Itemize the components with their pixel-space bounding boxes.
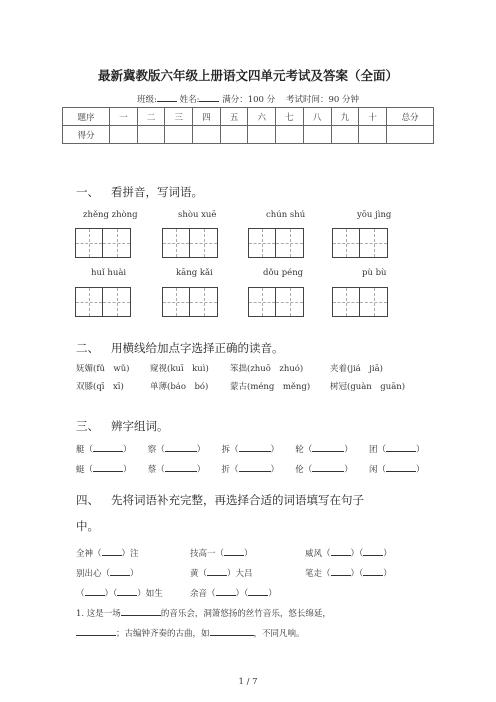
name-blank (199, 92, 219, 102)
score-header-cell: 题序 (63, 108, 110, 126)
answer-blank[interactable] (165, 442, 197, 452)
section-4-heading-cont: 中。 (76, 519, 99, 533)
score-header-cell: 总分 (387, 108, 434, 126)
score-header-cell: 五 (220, 108, 248, 126)
answer-blank[interactable] (239, 442, 271, 452)
score-cell[interactable] (359, 126, 387, 144)
score-header-cell: 九 (331, 108, 359, 126)
answer-blank[interactable] (312, 442, 344, 452)
char-group-row: 艇（ ） 察（ ） 拆（ ） 轮（ ） 团（ ） (76, 442, 425, 455)
class-blank (157, 92, 177, 102)
score-header-cell: 七 (276, 108, 304, 126)
idiom-item: 技高一（ ） (190, 546, 253, 559)
sentence-1-cont: ；古编钟齐奏的古曲，如 ，不同凡响。 (76, 626, 305, 639)
section-title: 辨字组词。 (111, 419, 169, 433)
answer-blank[interactable] (85, 586, 105, 596)
score-row-label: 得分 (63, 126, 110, 144)
section-4-heading (76, 492, 364, 508)
full-score: 满分：100 分 (222, 95, 276, 105)
char: 艇 (76, 445, 85, 455)
writing-grid[interactable] (248, 287, 304, 317)
score-cell[interactable] (110, 126, 138, 144)
writing-grid[interactable] (162, 287, 218, 317)
char-group-row: 蜓（ ） 蔡（ ） 折（ ） 伦（ ） 闲（ ） (76, 462, 425, 475)
reading-item: 双膝(qī xī) (76, 382, 124, 392)
idiom-item: 余音（ ）（ ） (190, 586, 277, 599)
answer-blank[interactable] (121, 606, 161, 616)
answer-blank[interactable] (210, 626, 254, 636)
pinyin-label: pù bù (362, 268, 387, 278)
section-2-heading (76, 340, 284, 356)
idiom-item: 别出心（ ） (76, 566, 139, 579)
section-number: 三、 (76, 419, 99, 433)
page-title: 最新冀教版六年级上册语文四单元考试及答案（全面） (97, 68, 398, 83)
idiom-item: 黄（ ）大吕 (190, 566, 253, 579)
writing-grid[interactable] (332, 287, 388, 317)
char: 折 (221, 465, 231, 475)
idiom-item: （ ）（ ）如生 (76, 586, 163, 599)
score-cell[interactable] (248, 126, 276, 144)
score-cell[interactable] (193, 126, 221, 144)
answer-blank[interactable] (331, 546, 351, 556)
score-cell[interactable] (276, 126, 304, 144)
section-number: 四、 (76, 493, 99, 507)
reading-item: 窥视(kuī kuì) (150, 364, 209, 374)
idiom-item: 全神（ ）注 (76, 546, 139, 559)
char: 团 (369, 445, 378, 455)
answer-blank[interactable] (248, 586, 268, 596)
answer-blank[interactable] (76, 626, 116, 636)
score-cell[interactable] (331, 126, 359, 144)
answer-blank[interactable] (216, 586, 236, 596)
class-label: 班级: (137, 95, 157, 105)
answer-blank[interactable] (165, 462, 197, 472)
sentence-1: 1. 这是一场 的音乐会，洞箫悠扬的丝竹音乐，悠长绵延， (76, 606, 331, 619)
char: 闲 (369, 465, 378, 475)
answer-blank[interactable] (312, 462, 344, 472)
score-header-row (63, 108, 434, 126)
answer-blank[interactable] (386, 462, 416, 472)
section-title: 先将词语补充完整，再选择合适的词语填写在句子 (111, 493, 364, 507)
pinyin-label: yōu jìng (357, 210, 392, 220)
section-title: 看拼音，写词语。 (111, 185, 203, 199)
section-number: 一、 (76, 185, 99, 199)
reading-item: 笨拙(zhuō zhuó) (230, 364, 304, 374)
char: 蜓 (76, 465, 85, 475)
score-header-cell: 一 (110, 108, 138, 126)
score-header-cell: 四 (193, 108, 221, 126)
idiom-item: 笔走（ ）（ ） (305, 566, 392, 579)
exam-info (0, 92, 496, 105)
reading-item: 单薄(báo bó) (150, 382, 209, 392)
score-cell[interactable] (165, 126, 193, 144)
idiom-item: 威风（ ）（ ） (305, 546, 392, 559)
char: 蔡 (147, 465, 157, 475)
score-header-cell: 二 (137, 108, 165, 126)
reading-item: 树冠(guàn guān) (330, 382, 406, 392)
page-number: 1 / 7 (238, 677, 258, 687)
reading-item: 夹着(jiá jiā) (330, 364, 383, 374)
answer-blank[interactable] (93, 442, 123, 452)
score-cell[interactable] (220, 126, 248, 144)
section-number: 二、 (76, 341, 99, 355)
score-header-cell: 六 (248, 108, 276, 126)
char: 伦 (295, 465, 304, 475)
score-row (63, 126, 434, 144)
writing-grid[interactable] (75, 287, 131, 317)
answer-blank[interactable] (331, 566, 351, 576)
score-cell[interactable] (137, 126, 165, 144)
answer-blank[interactable] (363, 566, 383, 576)
answer-blank[interactable] (93, 462, 123, 472)
answer-blank[interactable] (110, 566, 130, 576)
score-cell[interactable] (387, 126, 434, 144)
name-label: 姓名: (179, 95, 200, 105)
answer-blank[interactable] (117, 586, 137, 596)
writing-grid[interactable] (332, 228, 388, 258)
score-cell[interactable] (303, 126, 331, 144)
pinyin-label: shòu xuē (178, 210, 217, 220)
score-header-cell: 八 (303, 108, 331, 126)
answer-blank[interactable] (239, 462, 271, 472)
pinyin-label: kāng kǎi (176, 268, 213, 278)
reading-item: 蒙古(méng měng) (230, 382, 311, 392)
section-3-heading (76, 418, 169, 434)
exam-time: 考试时间：90 分钟 (285, 95, 359, 105)
pinyin-label: dǒu péng (263, 268, 304, 278)
pinyin-label: zhěng zhòng (83, 210, 138, 220)
section-1-heading (76, 184, 203, 200)
answer-blank[interactable] (207, 566, 227, 576)
reading-item: 妩媚(fǔ wǔ) (76, 364, 130, 374)
score-table (62, 107, 434, 144)
writing-grid[interactable] (162, 228, 218, 258)
writing-grid[interactable] (248, 228, 304, 258)
score-header-cell: 三 (165, 108, 193, 126)
answer-blank[interactable] (386, 442, 416, 452)
char: 察 (147, 445, 157, 455)
writing-grid[interactable] (75, 228, 131, 258)
answer-blank[interactable] (102, 546, 122, 556)
pinyin-label: huǐ huài (91, 268, 127, 278)
section-title: 用横线给加点字选择正确的读音。 (111, 341, 284, 355)
answer-blank[interactable] (363, 546, 383, 556)
char: 拆 (221, 445, 231, 455)
char: 轮 (295, 445, 304, 455)
answer-blank[interactable] (224, 546, 244, 556)
score-header-cell: 十 (359, 108, 387, 126)
pinyin-label: chún shú (266, 210, 306, 220)
